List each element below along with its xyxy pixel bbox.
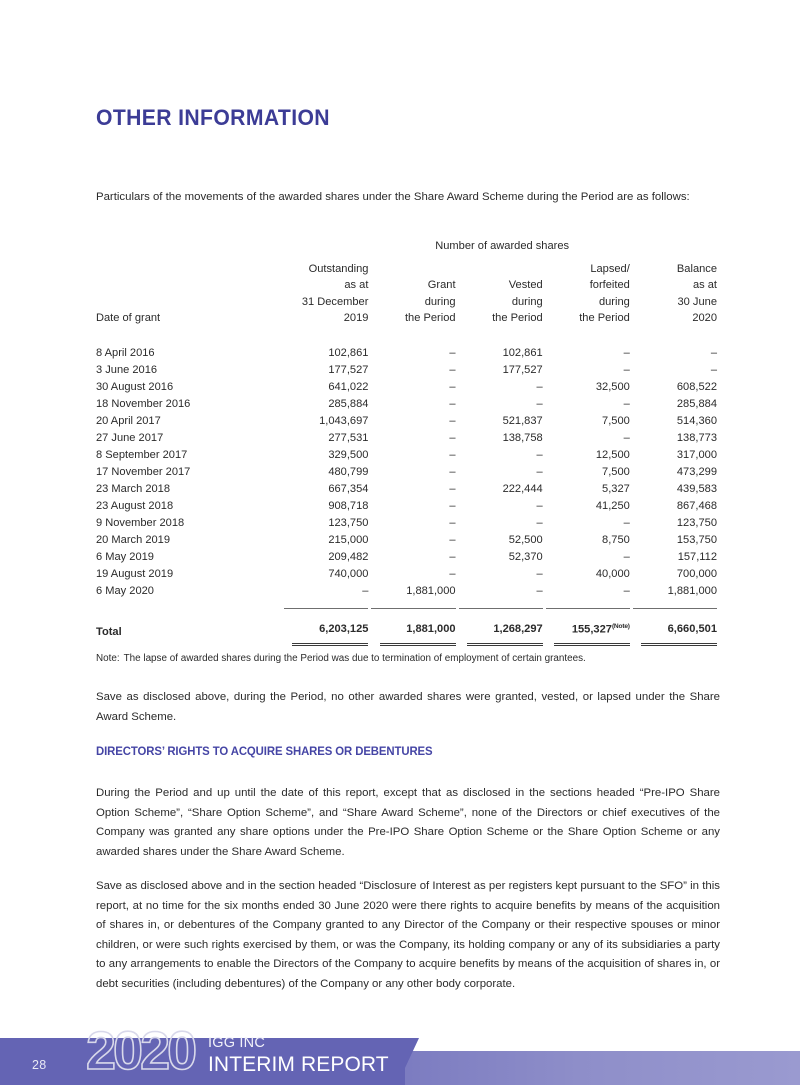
cell-grant: – — [449, 380, 456, 393]
cell-grant: – — [449, 414, 456, 427]
cell-grant: – — [449, 346, 456, 359]
header-vested-l4: the Period — [492, 312, 543, 325]
cell-grant: – — [449, 533, 456, 546]
cell-vested: 138,758 — [502, 431, 543, 444]
footer-branding — [86, 1009, 416, 1079]
header-vested-l2: Vested — [508, 279, 543, 292]
cell-lapsed: 7,500 — [602, 414, 630, 427]
cell-outstanding: 908,718 — [328, 499, 369, 512]
table-header — [96, 240, 720, 336]
table-row — [96, 396, 720, 413]
table-row — [96, 515, 720, 532]
cell-lapsed: – — [623, 516, 630, 529]
cell-outstanding: 329,500 — [328, 448, 369, 461]
table-header-line-3 — [96, 294, 720, 310]
cell-outstanding: 641,022 — [328, 380, 369, 393]
header-lapsed-l4: the Period — [579, 312, 630, 325]
cell-lapsed: – — [623, 550, 630, 563]
header-date-of-grant: Date of grant — [96, 312, 161, 325]
cell-lapsed: – — [623, 584, 630, 597]
table-row — [96, 336, 720, 362]
header-balance-l4: 2020 — [692, 312, 717, 325]
cell-balance: 473,299 — [676, 465, 717, 478]
cell-outstanding: – — [362, 584, 369, 597]
cell-date: 20 April 2017 — [96, 414, 161, 427]
header-grant-l1 — [371, 261, 458, 277]
cell-lapsed: 12,500 — [595, 448, 630, 461]
cell-date: 27 June 2017 — [96, 431, 164, 444]
page-number: 28 — [32, 1058, 47, 1072]
cell-lapsed: – — [623, 397, 630, 410]
cell-grant: – — [449, 516, 456, 529]
cell-grant: – — [449, 397, 456, 410]
header-grant-l2: Grant — [427, 279, 456, 292]
cell-balance: 153,750 — [676, 533, 717, 546]
cell-balance: 123,750 — [676, 516, 717, 529]
table-row — [96, 430, 720, 447]
cell-outstanding: 123,750 — [328, 516, 369, 529]
table-note — [96, 651, 720, 666]
table-note-label: Note: — [96, 653, 120, 664]
cell-balance: 608,522 — [676, 380, 717, 393]
total-lapsed-value — [554, 615, 630, 642]
table-note-text: The lapse of awarded shares during the Period was due to termination of employment of certain grantees. — [123, 653, 586, 664]
paragraph-directors-2: Save as disclosed above and in the section headed “Disclosure of Interest as per registers kept pursuant to the SFO” in this report, at no time for the six months ended 30 June 2020 were there rights to acquire benefits by means of the acquisition of shares in, or debentures of the Company granted to any Director of the Company or their respective spouses or minor children, or were such rights exercised by them, or was the Company, its holding company or any of its subsidiaries a party to any arrangements to enable the Directors of the Company to acquire benefits by means of the acquisition of shares in, or debt securities (including debentures) of the Company or any other body corporate. — [96, 880, 720, 990]
cell-outstanding: 480,799 — [328, 465, 369, 478]
cell-date: 17 November 2017 — [96, 465, 191, 478]
paragraph-directors-1: During the Period and up until the date of this report, except that as disclosed in the sections headed “Pre-IPO Share Option Scheme”, “Share Option Scheme”, and “Share Award Scheme”, none of the Directors or chief executives of the Company was granted any share options under the Pre-IPO Share Option Scheme or the Share Option Scheme or any awarded shares under the Share Award Scheme. — [96, 787, 720, 858]
cell-vested: – — [536, 465, 543, 478]
cell-balance: 439,583 — [676, 482, 717, 495]
table-row — [96, 447, 720, 464]
cell-vested: 52,500 — [508, 533, 543, 546]
group-header-number-of-awarded-shares: Number of awarded shares — [435, 240, 570, 252]
cell-date: 23 August 2018 — [96, 499, 174, 512]
cell-grant: – — [449, 431, 456, 444]
header-outstanding-l2: as at — [344, 279, 369, 292]
header-lapsed-l2: forfeited — [589, 279, 630, 292]
cell-date: 6 May 2019 — [96, 550, 154, 563]
cell-vested: 52,370 — [508, 550, 543, 563]
awarded-shares-table — [96, 240, 720, 644]
total-grant-value: 1,881,000 — [406, 623, 456, 636]
table-subtotal-rule-row — [96, 600, 720, 609]
cell-grant: – — [449, 499, 456, 512]
cell-outstanding: 285,884 — [328, 397, 369, 410]
header-balance-l3: 30 June — [677, 295, 717, 308]
table-row — [96, 481, 720, 498]
cell-balance: 700,000 — [676, 567, 717, 580]
total-balance-value: 6,660,501 — [667, 623, 717, 636]
cell-grant: – — [449, 465, 456, 478]
cell-lapsed: – — [623, 431, 630, 444]
cell-date: 23 March 2018 — [96, 482, 171, 495]
total-lapsed-note-superscript: (Note) — [611, 622, 630, 630]
rule-lapsed — [546, 600, 633, 609]
cell-lapsed: 32,500 — [595, 380, 630, 393]
table-header-line-1 — [96, 261, 720, 277]
footer-company-name: IGG INC — [208, 1034, 265, 1051]
total-balance — [633, 609, 720, 645]
rule-vested — [459, 600, 546, 609]
cell-balance: 157,112 — [677, 550, 717, 563]
header-vested-l1 — [459, 261, 546, 277]
cell-balance: – — [710, 363, 717, 376]
cell-vested: 177,527 — [502, 363, 543, 376]
table-body — [96, 336, 720, 600]
group-header-spacer — [96, 240, 284, 261]
table-row — [96, 498, 720, 515]
section-heading-directors-rights: DIRECTORS’ RIGHTS TO ACQUIRE SHARES OR DEBENTURES — [96, 745, 433, 758]
total-grant — [371, 609, 458, 645]
header-balance-l1: Balance — [676, 263, 717, 275]
cell-vested: – — [536, 397, 543, 410]
cell-date: 30 August 2016 — [96, 380, 174, 393]
rule-grant — [371, 600, 458, 609]
cell-outstanding: 277,531 — [328, 431, 369, 444]
cell-grant: – — [449, 482, 456, 495]
table-row — [96, 379, 720, 396]
cell-lapsed: – — [623, 363, 630, 376]
table-row — [96, 549, 720, 566]
table-group-header-row — [96, 240, 720, 261]
footer-brand-text — [208, 1036, 389, 1076]
cell-vested: – — [536, 567, 543, 580]
cell-lapsed: 40,000 — [595, 567, 630, 580]
rule-spacer — [96, 600, 284, 609]
table-row — [96, 532, 720, 549]
table-row — [96, 583, 720, 600]
awarded-shares-table-wrap — [96, 240, 720, 644]
table-row — [96, 413, 720, 430]
total-vested — [459, 609, 546, 645]
header-date-l1 — [96, 261, 284, 277]
rule-balance — [633, 600, 720, 609]
cell-date: 8 September 2017 — [96, 448, 188, 461]
total-outstanding-value: 6,203,125 — [319, 623, 369, 636]
header-grant-l4: the Period — [404, 312, 456, 325]
cell-date: 9 November 2018 — [96, 516, 185, 529]
cell-grant: – — [449, 363, 456, 376]
cell-vested: – — [536, 499, 543, 512]
total-lapsed-number: 155,327 — [571, 623, 612, 636]
cell-balance: 138,773 — [676, 431, 717, 444]
header-vested-l3: during — [511, 295, 543, 308]
cell-outstanding: 667,354 — [328, 482, 369, 495]
footer-year-outline: 2020 — [86, 1021, 195, 1081]
cell-vested: 521,837 — [502, 414, 543, 427]
rule-outstanding — [284, 600, 371, 609]
total-label: Total — [96, 626, 122, 639]
table-row — [96, 362, 720, 379]
table-footer — [96, 600, 720, 645]
cell-balance: 285,884 — [676, 397, 717, 410]
cell-outstanding: 177,527 — [328, 363, 369, 376]
cell-date: 3 June 2016 — [96, 363, 158, 376]
table-total-row — [96, 609, 720, 645]
footer-report-title: INTERIM REPORT — [208, 1053, 389, 1076]
cell-lapsed: 8,750 — [602, 533, 630, 546]
header-balance-l2: as at — [692, 279, 717, 292]
cell-outstanding: 1,043,697 — [319, 414, 369, 427]
total-outstanding — [284, 609, 371, 645]
cell-balance: 317,000 — [676, 448, 717, 461]
cell-date: 8 April 2016 — [96, 346, 155, 359]
cell-vested: – — [536, 516, 543, 529]
cell-balance: 1,881,000 — [667, 584, 717, 597]
table-row — [96, 566, 720, 583]
header-grant-l3: during — [424, 295, 456, 308]
cell-date: 20 March 2019 — [96, 533, 171, 546]
cell-vested: – — [536, 448, 543, 461]
cell-lapsed: – — [623, 346, 630, 359]
footer-band-right — [397, 1051, 800, 1085]
cell-lapsed: 41,250 — [595, 499, 630, 512]
cell-balance: 514,360 — [676, 414, 717, 427]
cell-vested: 222,444 — [502, 482, 543, 495]
cell-outstanding: 740,000 — [328, 567, 369, 580]
total-lapsed — [546, 609, 633, 645]
cell-grant: – — [449, 448, 456, 461]
cell-lapsed: 7,500 — [602, 465, 630, 478]
cell-vested: 102,861 — [502, 346, 543, 359]
table-header-line-2 — [96, 277, 720, 293]
header-date-l2 — [96, 277, 284, 293]
cell-balance: – — [710, 346, 717, 359]
header-outstanding-l3: 31 December — [301, 295, 369, 308]
intro-paragraph: Particulars of the movements of the awarded shares under the Share Award Scheme during the Period are as follows: — [96, 191, 690, 203]
table-row — [96, 464, 720, 481]
paragraph-after-table: Save as disclosed above, during the Period, no other awarded shares were granted, vested, or lapsed under the Share Award Scheme. — [96, 691, 720, 723]
header-lapsed-l1: Lapsed/ — [590, 263, 630, 275]
cell-date: 6 May 2020 — [96, 584, 154, 597]
cell-vested: – — [536, 584, 543, 597]
cell-grant: 1,881,000 — [406, 584, 456, 597]
cell-outstanding: 215,000 — [328, 533, 369, 546]
cell-vested: – — [536, 380, 543, 393]
total-vested-value: 1,268,297 — [493, 623, 543, 636]
cell-outstanding: 102,861 — [328, 346, 369, 359]
cell-balance: 867,468 — [676, 499, 717, 512]
cell-date: 18 November 2016 — [96, 397, 191, 410]
header-outstanding-l1: Outstanding — [308, 263, 369, 275]
header-outstanding-l4: 2019 — [343, 312, 369, 325]
cell-lapsed: 5,327 — [602, 482, 630, 495]
cell-date: 19 August 2019 — [96, 567, 174, 580]
page-title: OTHER INFORMATION — [96, 105, 330, 130]
cell-grant: – — [449, 567, 456, 580]
header-lapsed-l3: during — [598, 295, 630, 308]
table-header-line-4 — [96, 310, 720, 335]
header-date-l3 — [96, 294, 284, 310]
cell-grant: – — [449, 550, 456, 563]
page-footer — [0, 1000, 800, 1085]
cell-outstanding: 209,482 — [328, 550, 369, 563]
